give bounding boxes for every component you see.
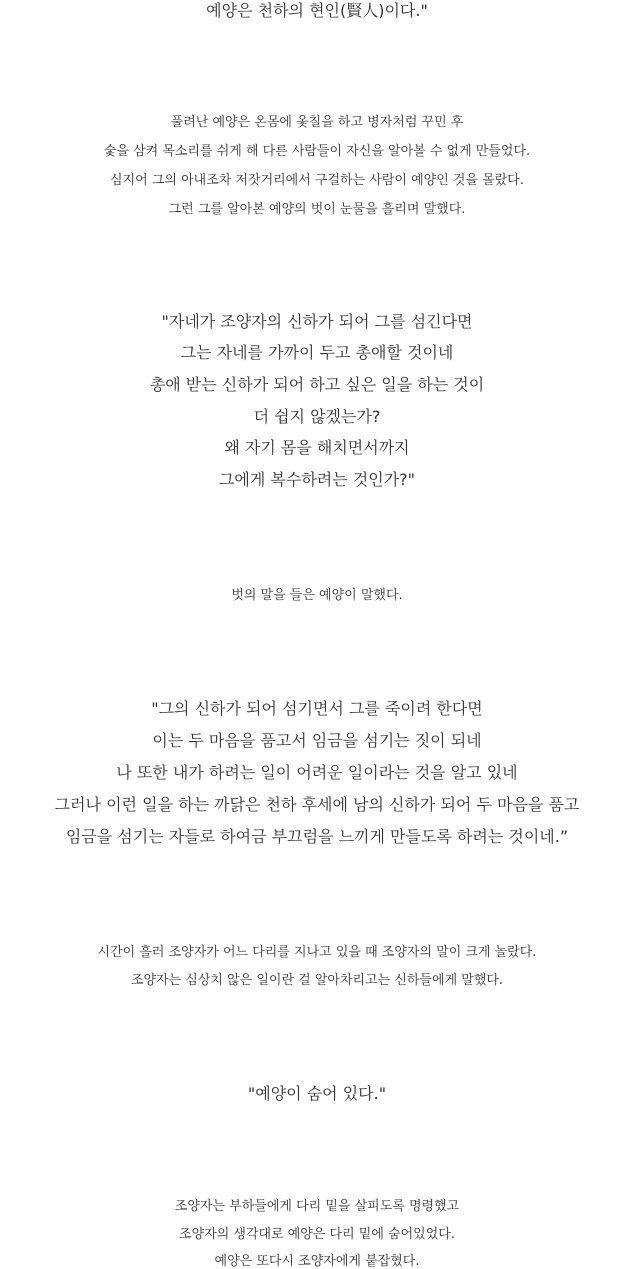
text-line: 벗의 말을 들은 예양이 말했다. bbox=[231, 588, 403, 603]
text-line: 시간이 흘러 조양자가 어느 다리를 지나고 있을 때 조양자의 말이 크게 놀랐다. bbox=[97, 945, 537, 960]
quote-line: "그의 신하가 되어 섬기면서 그를 죽이려 한다면 bbox=[151, 699, 483, 718]
text-line: 조양자는 심상치 않은 일이란 걸 알아차리고는 신하들에게 말했다. bbox=[130, 973, 504, 988]
quote-line: 나 또한 내가 하려는 일이 어려운 일이라는 것을 알고 있네 bbox=[116, 763, 518, 782]
text-line: 조양자는 부하들에게 다리 밑을 살피도록 명령했고 bbox=[174, 1199, 460, 1214]
text-line: 심지어 그의 아내조차 저잣거리에서 구걸하는 사람이 예양인 것을 몰랐다. bbox=[110, 173, 524, 188]
text-line: 풀려난 예양은 온몸에 옻칠을 하고 병자처럼 꾸민 후 bbox=[170, 115, 464, 130]
quote-line: 그에게 복수하려는 것인가?" bbox=[218, 470, 416, 489]
text-line: 예양은 또다시 조양자에게 붙잡혔다. bbox=[214, 1254, 420, 1269]
text-line: 조양자의 생각대로 예양은 다리 밑에 숨어있었다. bbox=[179, 1227, 455, 1242]
quote-line: 이는 두 마음을 품고서 임금을 섬기는 짓이 되네 bbox=[152, 731, 482, 750]
text-line: 숯을 삼켜 목소리를 쉬게 해 다른 사람들이 자신을 알아볼 수 없게 만들었다. bbox=[103, 144, 531, 159]
quote-line: 총애 받는 신하가 되어 하고 싶은 일을 하는 것이 bbox=[149, 375, 485, 394]
quote-line: "예양이 숨어 있다." bbox=[247, 1084, 387, 1103]
quote-line: 왜 자기 몸을 해치면서까지 bbox=[224, 438, 410, 457]
quote-line: 그는 자네를 가까이 두고 총애할 것이네 bbox=[180, 343, 454, 362]
text-line: 예양은 천하의 현인(賢人)이다." bbox=[206, 1, 428, 20]
text-line: 그런 그를 알아본 예양의 벗이 눈물을 흘리며 말했다. bbox=[168, 202, 466, 217]
quote-line: 임금을 섬기는 자들로 하여금 부끄럼을 느끼게 만들도록 하려는 것이네.” bbox=[65, 827, 569, 846]
quote-line: "자네가 조양자의 신하가 되어 그를 섬긴다면 bbox=[161, 312, 473, 331]
quote-line: 그러나 이런 일을 하는 까닭은 천하 후세에 남의 신하가 되어 두 마음을 품고 bbox=[54, 795, 580, 814]
quote-line: 더 쉽지 않겠는가? bbox=[253, 407, 381, 426]
